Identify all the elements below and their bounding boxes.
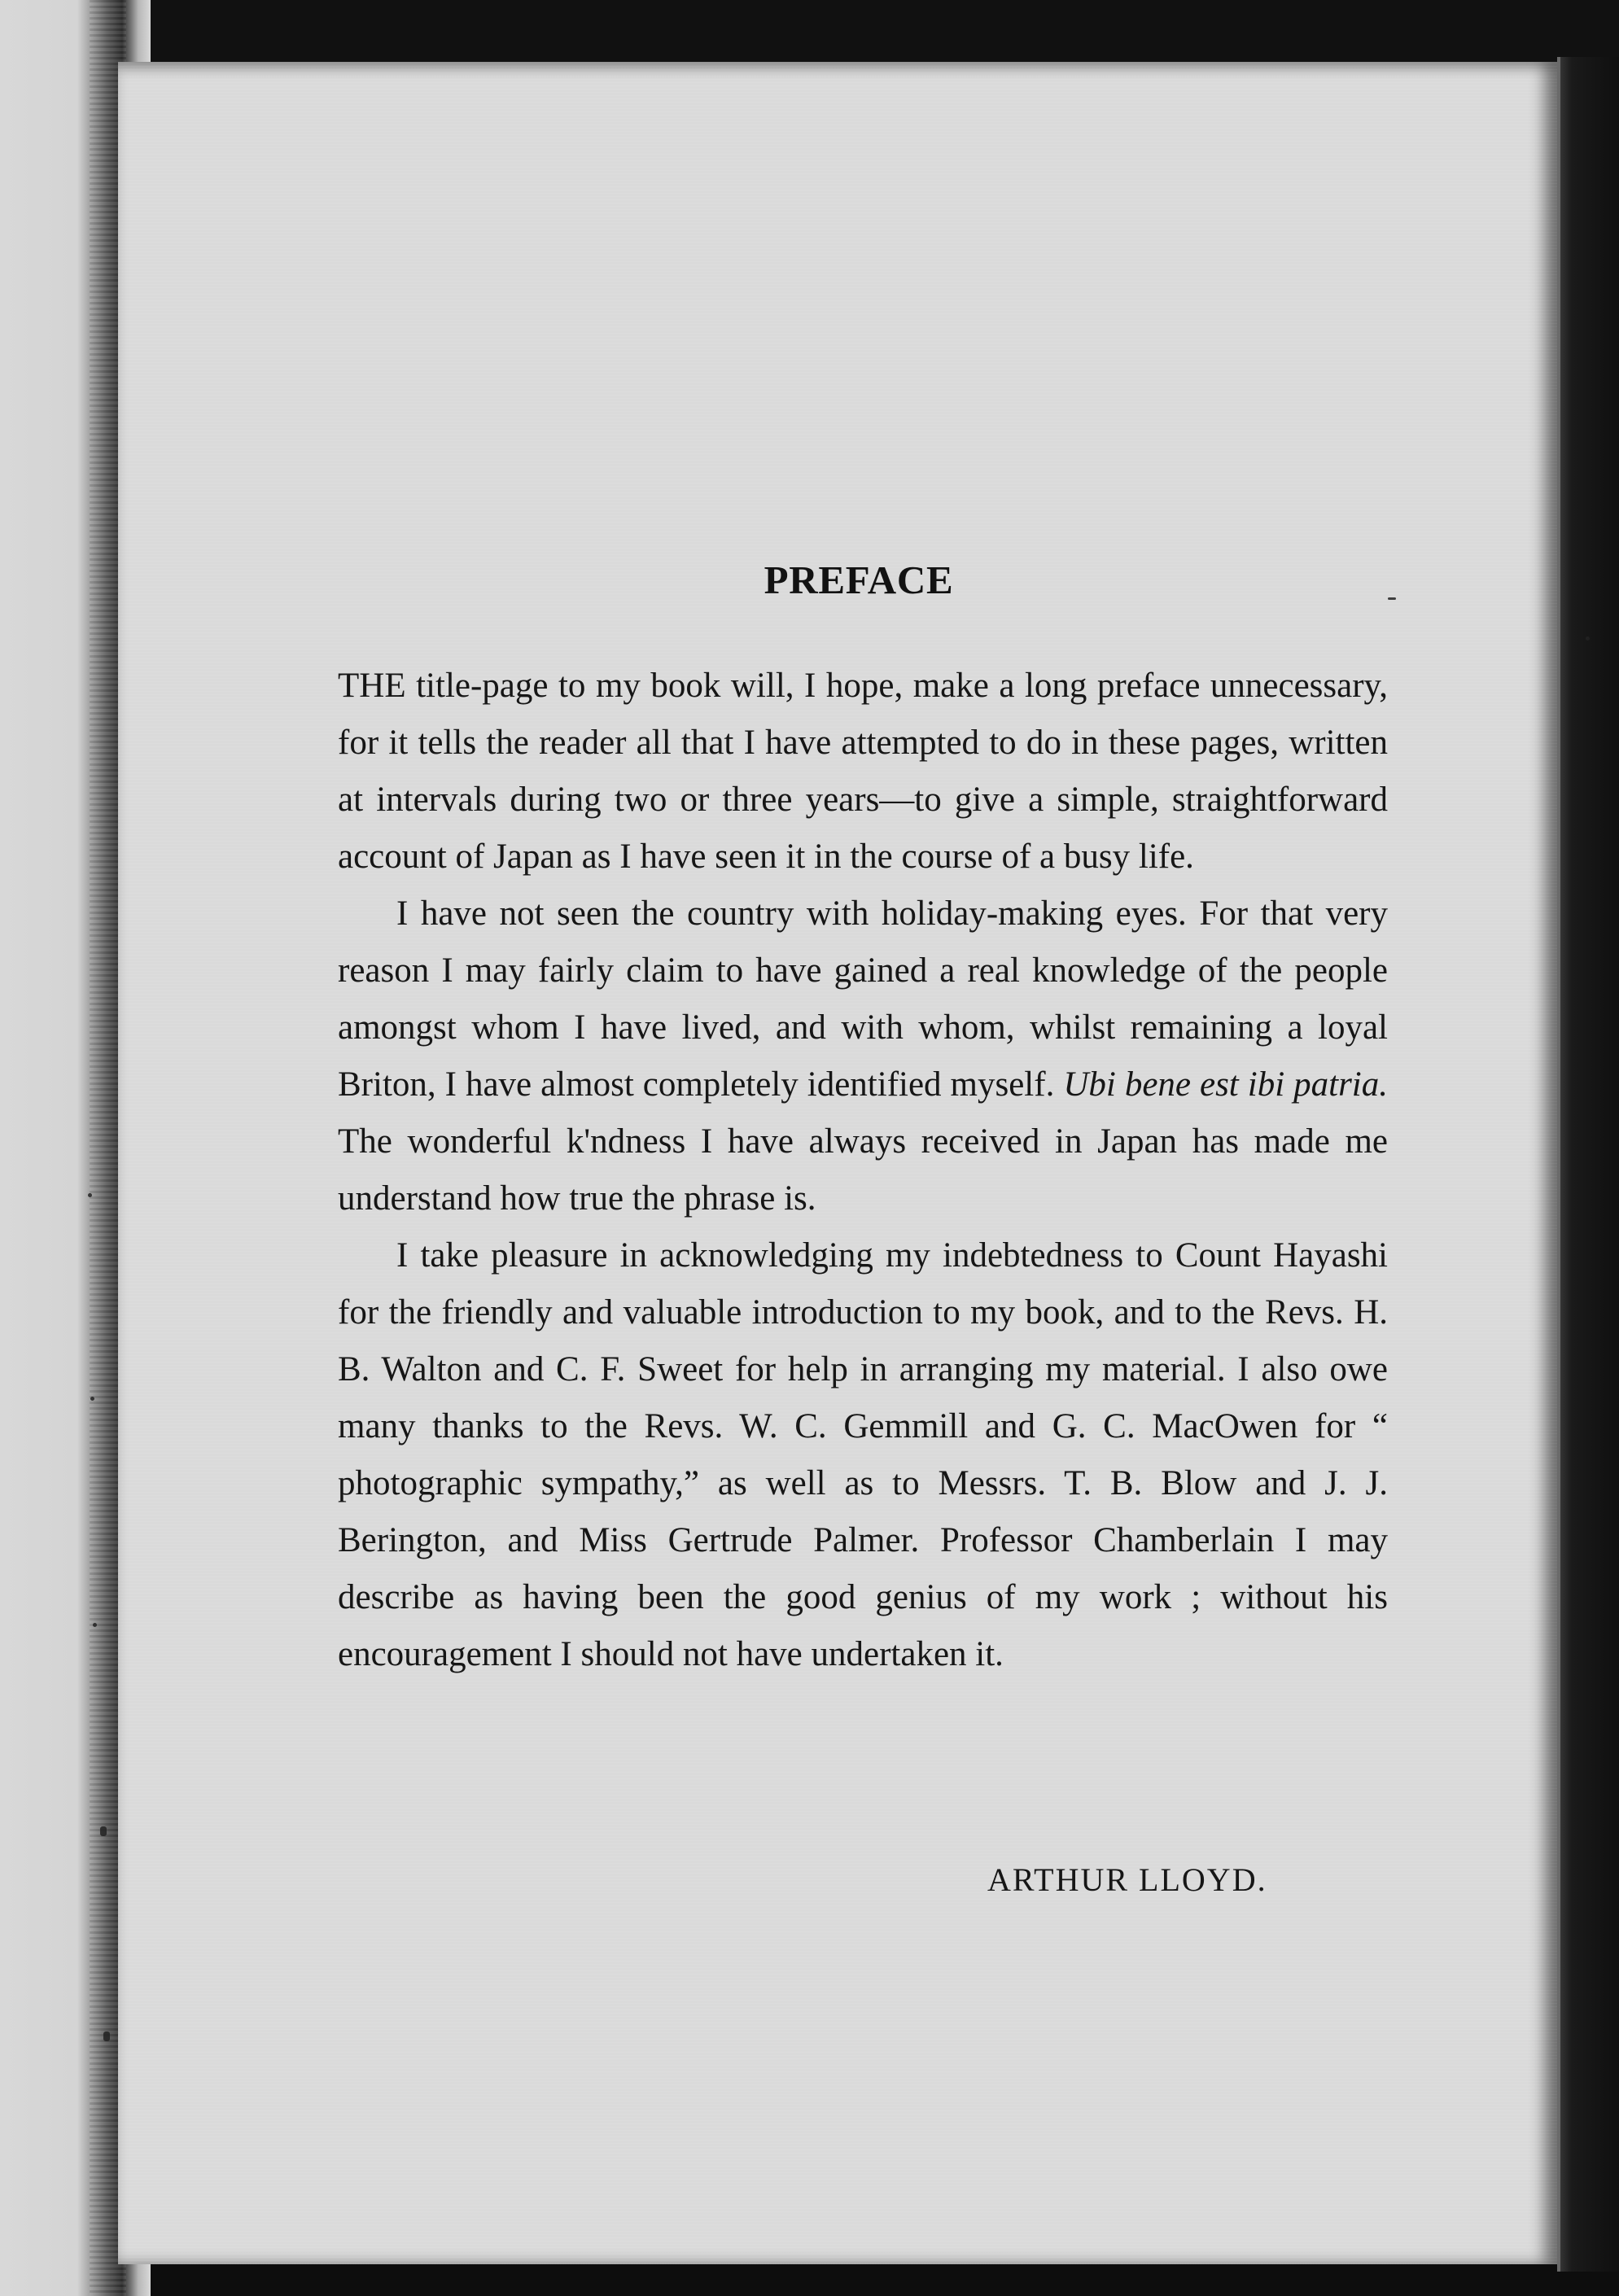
- paper-speck: [1586, 636, 1590, 641]
- paragraph-text: I have not seen the country with holiday-making eyes. For that very reason I may fairly claim to have gained a real knowledge of the people amongst whom I have lived, and with whom, whilst remaining a loyal Briton, I have almost completely identified myself.: [338, 894, 1388, 1104]
- paper-speck: [93, 1623, 97, 1627]
- paper-speck: [100, 1826, 107, 1836]
- paragraph-text: title-page to my book will, I hope, make a long preface unnecessary, for it tells the reader all that I have attempted to do in these pages, written at intervals during two or three years—to give a simple, straightforward account of Japan as I have seen it in the course of a busy life.: [338, 667, 1388, 876]
- paper-speck: [103, 2031, 110, 2041]
- paper-speck: [88, 1193, 92, 1197]
- paragraph-text: The wonderful k'ndness I have always received in Japan has made me understand how true the phrase is.: [338, 1122, 1388, 1218]
- paragraph-2: [338, 886, 1388, 1227]
- paper-speck: [90, 1397, 94, 1401]
- paragraph-lead: THE: [338, 667, 406, 705]
- author-signature: ARTHUR LLOYD.: [987, 1861, 1267, 1898]
- paragraph-text: I take pleasure in acknowledging my indebtedness to Count Hayashi for the friendly and valuable introduction to my book, and to the Revs. H. B. Walton and C. F. Sweet for help in arranging my material. I also owe many thanks to the Revs. W. C. Gemmill and G. C. MacOwen for “ photographic sympathy,” as well as to Messrs. T. B. Blow and J. J. Berington, and Miss Gertrude Palmer. Professor Chamberlain I may describe as having been the good genius of my work ; without his encouragement I should not have undertaken it.: [338, 1236, 1388, 1673]
- page-title: PREFACE: [764, 558, 954, 602]
- latin-phrase: Ubi bene est ibi patria.: [1063, 1065, 1389, 1104]
- right-scan-edge: [1557, 57, 1619, 2272]
- book-page: [118, 62, 1557, 2264]
- paragraph-3: [338, 1227, 1388, 1683]
- paragraph-1: [338, 658, 1388, 886]
- preface-text: [338, 658, 1388, 1683]
